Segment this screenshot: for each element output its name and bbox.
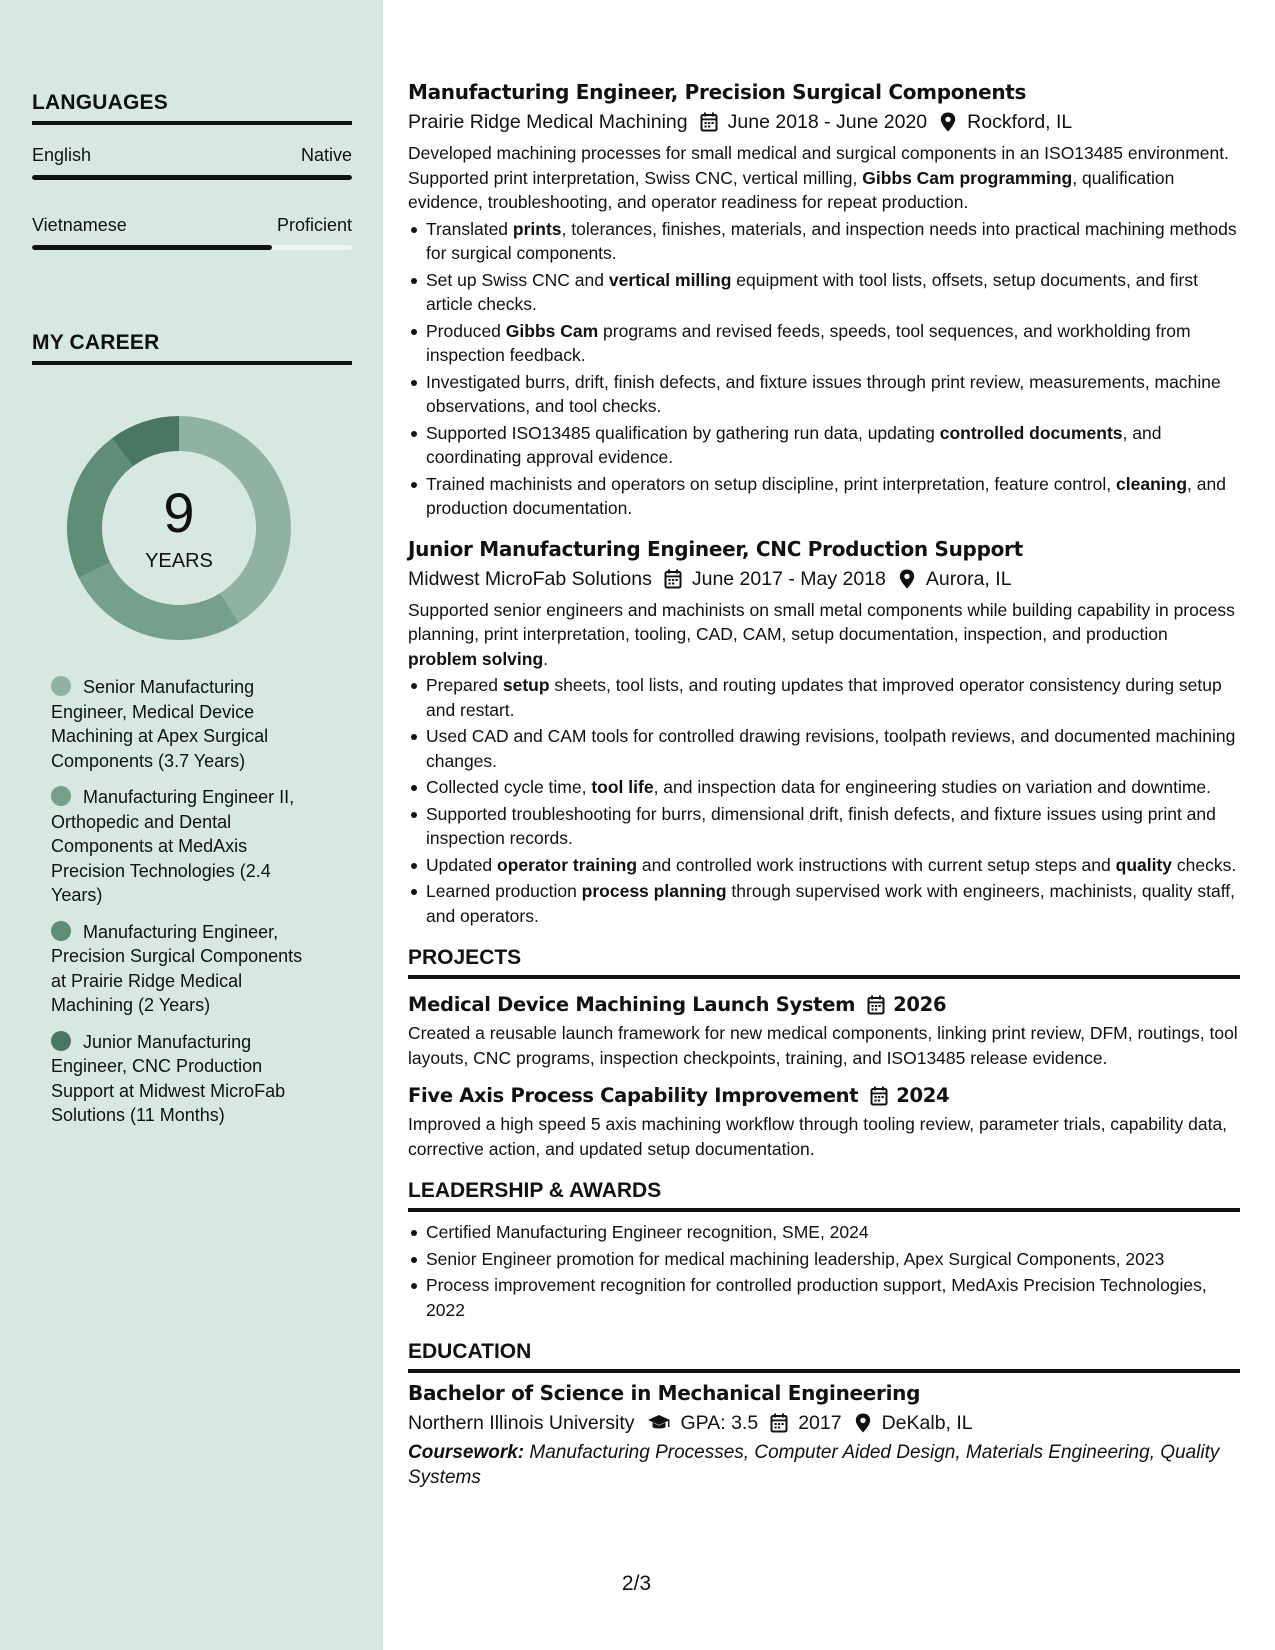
job-title: Junior Manufacturing Engineer, CNC Production Support — [408, 536, 1023, 561]
location-pin-icon — [854, 1413, 872, 1433]
experience-entry — [408, 78, 1240, 521]
job-location: Aurora, IL — [925, 567, 1012, 590]
calendar-icon — [867, 995, 885, 1015]
main-content — [408, 78, 1240, 1490]
calendar-icon — [664, 569, 682, 589]
award-item: Process improvement recognition for controlled production support, MedAxis Precision Technologies, 2022 — [408, 1273, 1240, 1322]
projects-heading: PROJECTS — [408, 946, 1240, 979]
project-year: 2024 — [896, 1084, 950, 1107]
degree-title: Bachelor of Science in Mechanical Engineering — [408, 1381, 921, 1405]
project-entry — [408, 1082, 1240, 1161]
language-level: Proficient — [276, 215, 352, 235]
job-summary: Developed machining processes for small medical and surgical components in an ISO13485 environment. Supported print interpretation, Swiss CNC, vertical milling, Gibbs Cam programming, qualification evidence, troubleshooting, and operator readiness for repeat production. — [408, 143, 1229, 212]
education-entry — [408, 1379, 1240, 1490]
project-title: Medical Device Machining Launch System — [408, 993, 856, 1016]
bullet-item: Used CAD and CAM tools for controlled drawing revisions, toolpath reviews, and documented machining changes. — [408, 724, 1240, 773]
legend-dot — [51, 786, 71, 806]
job-title: Manufacturing Engineer, Precision Surgical Components — [408, 80, 1027, 104]
language-vietnamese — [32, 215, 352, 250]
job-meta — [408, 564, 1240, 594]
coursework: Coursework: Manufacturing Processes, Computer Aided Design, Materials Engineering, Quality Systems — [408, 1442, 1220, 1488]
project-entry — [408, 991, 1240, 1070]
language-level: Native — [300, 145, 352, 165]
calendar-icon — [770, 1413, 788, 1433]
legend-dot — [51, 921, 71, 941]
bullet-item: Updated operator training and controlled work instructions with current setup steps and quality checks. — [408, 853, 1240, 878]
education-meta — [408, 1408, 1240, 1438]
bullet-item: Set up Swiss CNC and vertical milling equipment with tool lists, offsets, setup documents, and first article checks. — [408, 268, 1240, 317]
school-name: Northern Illinois University — [408, 1412, 635, 1434]
job-bullets — [408, 217, 1240, 521]
gpa: GPA: 3.5 — [680, 1412, 759, 1434]
career-legend-item: Senior Manufacturing Engineer, Medical Device Machining at Apex Surgical Components (3.7 Years) — [51, 677, 269, 771]
calendar-icon — [870, 1086, 888, 1106]
legend-dot — [51, 1031, 71, 1051]
language-name: Vietnamese — [32, 215, 127, 235]
education-heading: EDUCATION — [408, 1340, 1240, 1373]
award-item: Senior Engineer promotion for medical machining leadership, Apex Surgical Components, 2023 — [408, 1247, 1240, 1272]
project-title-row — [408, 991, 1240, 1019]
bullet-item: Collected cycle time, tool life, and inspection data for engineering studies on variation and downtime. — [408, 775, 1240, 800]
experience-entry — [408, 535, 1240, 929]
job-summary: Supported senior engineers and machinists on small metal components while building capability in process planning, print interpretation, tooling, CAD, CAM, setup documentation, inspection, and production problem solving. — [408, 599, 1235, 669]
awards-heading: LEADERSHIP & AWARDS — [408, 1179, 1240, 1212]
bullet-item: Supported troubleshooting for burrs, dimensional drift, finish defects, and fixture issues using print and inspection records. — [408, 802, 1240, 851]
graduation-year: 2017 — [798, 1412, 842, 1434]
donut-segment-2 — [79, 562, 239, 640]
career-legend-item: Manufacturing Engineer, Precision Surgical Components at Prairie Ridge Medical Machining (2 Years) — [51, 921, 303, 1015]
career-heading: MY CAREER — [32, 331, 352, 365]
company-name: Prairie Ridge Medical Machining — [408, 111, 688, 133]
career-total-number: 9 — [163, 481, 195, 544]
awards-list — [408, 1220, 1240, 1322]
bullet-item: Investigated burrs, drift, finish defects, and fixture issues through print review, measurements, machine observations, and tool checks. — [408, 370, 1240, 419]
sidebar — [0, 0, 383, 1650]
bullet-item: Trained machinists and operators on setup discipline, print interpretation, feature control, cleaning, and production documentation. — [408, 472, 1240, 521]
location-pin-icon — [939, 112, 957, 132]
project-title-row — [408, 1082, 1240, 1110]
job-meta — [408, 107, 1240, 137]
job-location: Rockford, IL — [967, 111, 1073, 133]
page-number: 2/3 — [621, 1572, 652, 1595]
calendar-icon — [700, 112, 718, 132]
project-title: Five Axis Process Capability Improvement — [408, 1084, 859, 1107]
company-name: Midwest MicroFab Solutions — [408, 567, 652, 590]
location-pin-icon — [898, 569, 916, 589]
career-total-unit: YEARS — [145, 550, 213, 572]
language-bar — [32, 245, 352, 250]
language-name: English — [32, 145, 92, 165]
language-bar-fill — [32, 175, 352, 180]
project-description: Created a reusable launch framework for new medical components, linking print review, DFM, routings, tool layouts, CNC programs, inspection checkpoints, training, and ISO13485 release evidence. — [408, 1023, 1238, 1068]
job-bullets — [408, 673, 1240, 928]
career-legend — [51, 675, 321, 1140]
bullet-item: Supported ISO13485 qualification by gathering run data, updating controlled documents, and coordinating approval evidence. — [408, 421, 1240, 470]
bullet-item: Prepared setup sheets, tool lists, and routing updates that improved operator consistency during setup and restart. — [408, 673, 1240, 722]
job-dates: June 2017 - May 2018 — [691, 567, 886, 590]
language-english — [32, 145, 352, 180]
project-year: 2026 — [893, 993, 947, 1016]
language-bar-fill — [32, 245, 272, 250]
bullet-item: Translated prints, tolerances, finishes, materials, and inspection needs into practical machining methods for surgical components. — [408, 217, 1240, 266]
language-bar — [32, 175, 352, 180]
career-legend-item: Manufacturing Engineer II, Orthopedic and Dental Components at MedAxis Precision Technologies (2.4 Years) — [51, 787, 295, 905]
bullet-item: Learned production process planning through supervised work with engineers, machinists, quality staff, and operators. — [408, 879, 1240, 928]
job-dates: June 2018 - June 2020 — [727, 111, 928, 133]
languages-heading: LANGUAGES — [32, 91, 352, 125]
project-description: Improved a high speed 5 axis machining workflow through tooling review, parameter trials, capability data, corrective action, and updated setup documentation. — [408, 1114, 1228, 1159]
graduation-cap-icon — [647, 1413, 671, 1433]
school-location: DeKalb, IL — [881, 1412, 973, 1434]
career-legend-item: Junior Manufacturing Engineer, CNC Production Support at Midwest MicroFab Solutions (11 Months) — [51, 1031, 286, 1125]
award-item: Certified Manufacturing Engineer recognition, SME, 2024 — [408, 1220, 1240, 1245]
legend-dot — [51, 676, 71, 696]
bullet-item: Produced Gibbs Cam programs and revised feeds, speeds, tool sequences, and workholding from inspection feedback. — [408, 319, 1240, 368]
